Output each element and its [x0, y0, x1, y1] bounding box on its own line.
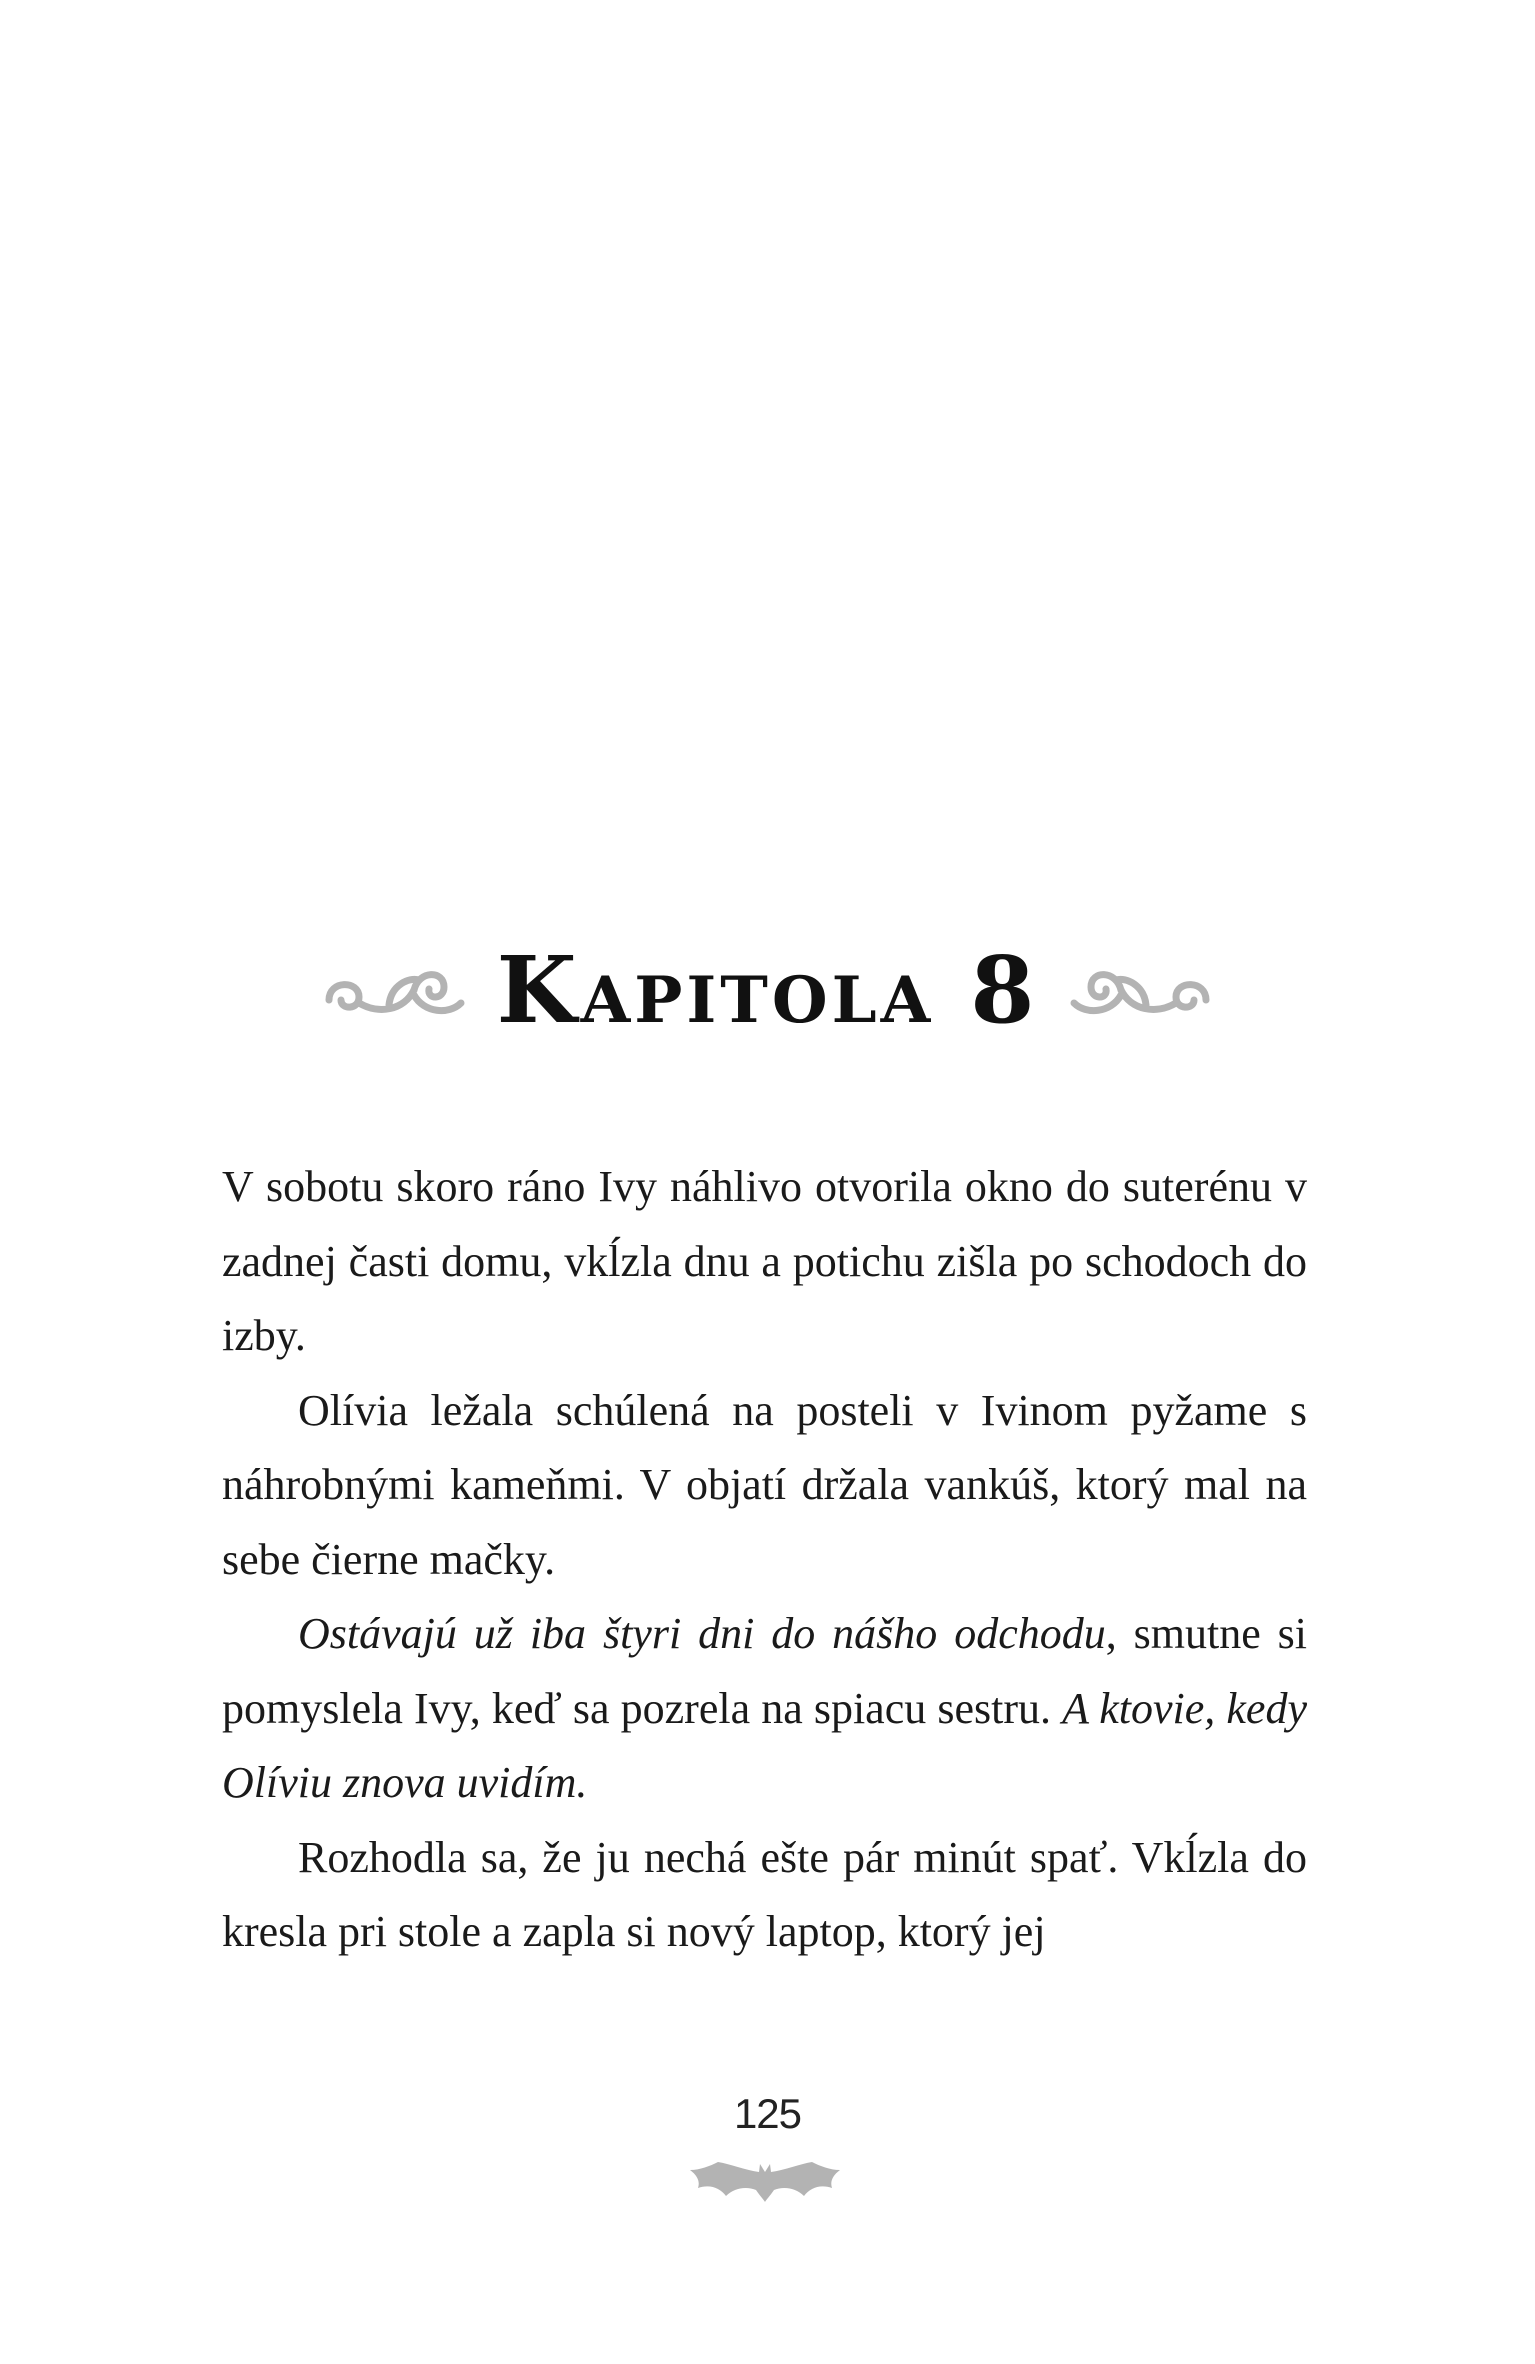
left-swirl-ornament-icon — [319, 955, 469, 1025]
chapter-body-text — [222, 1150, 1307, 1970]
right-swirl-ornament-icon — [1066, 955, 1216, 1025]
page-number: 125 — [733, 2090, 802, 2137]
bat-icon — [690, 2158, 840, 2208]
paragraph-1 — [222, 1150, 1307, 1374]
paragraph-1-text: V sobotu skoro ráno Ivy náhlivo otvorila okno do suterénu v zadnej časti domu, vkĺzla dnu a potichu zišla po schodoch do izby. — [222, 1162, 1307, 1360]
paragraph-2 — [222, 1374, 1307, 1598]
chapter-heading — [0, 925, 1535, 1055]
paragraph-4-text: Rozhodla sa, že ju nechá ešte pár minút spať. Vkĺzla do kresla pri stole a zapla si nový laptop, ktorý jej — [222, 1832, 1307, 1956]
paragraph-3-thought-2: A ktovie, kedy Olíviu znova uvidím. — [222, 1683, 1307, 1807]
paragraph-3-text: , smutne si pomyslela Ivy, keď sa pozrela na spiacu sestru. — [222, 1609, 1307, 1733]
paragraph-3-thought-1: Ostávajú už iba štyri dni do nášho odchodu — [298, 1609, 1106, 1658]
paragraph-2-text: Olívia ležala schúlená na posteli v Ivinom pyžame s náhrobnými kameňmi. V objatí držala vankúš, ktorý mal na sebe čierne mačky. — [222, 1385, 1307, 1584]
paragraph-3 — [222, 1597, 1307, 1821]
chapter-title: Kapitola 8 — [496, 936, 1039, 1044]
paragraph-4 — [222, 1821, 1307, 1970]
